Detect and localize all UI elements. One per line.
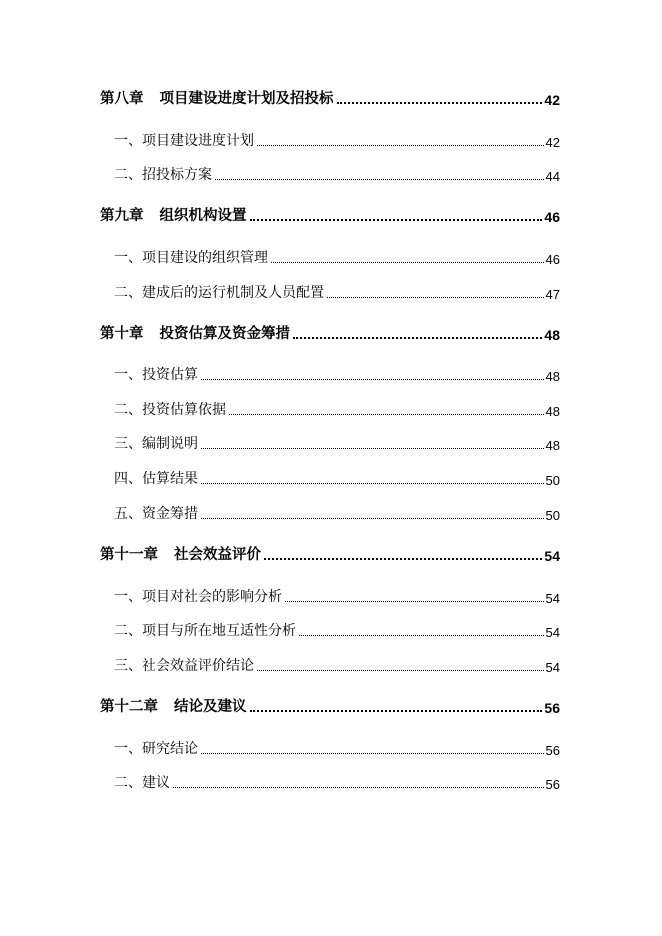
toc-section[interactable]	[114, 397, 560, 419]
toc-section[interactable]	[114, 245, 560, 267]
toc-entry-title	[100, 87, 334, 108]
section-title: 二、项目与所在地互适性分析	[114, 623, 296, 639]
page-number: 56	[545, 777, 560, 792]
toc-section[interactable]	[114, 466, 560, 488]
section-title: 一、投资估算	[114, 367, 198, 383]
dot-leader	[257, 670, 544, 671]
dot-leader	[264, 558, 542, 560]
page-number: 42	[545, 135, 560, 150]
page-number: 44	[545, 169, 560, 184]
page-number: 56	[544, 700, 560, 716]
toc-section[interactable]	[114, 362, 560, 384]
dot-leader	[285, 601, 544, 602]
chapter-number: 第八章	[100, 91, 144, 107]
toc-chapter-11[interactable]	[100, 542, 560, 564]
toc-section[interactable]	[114, 501, 560, 523]
dot-leader	[257, 145, 544, 146]
dot-leader	[337, 102, 543, 104]
toc-section[interactable]	[114, 280, 560, 302]
toc-section[interactable]	[114, 770, 560, 792]
toc-chapter-12[interactable]	[100, 694, 560, 716]
page-number: 54	[545, 591, 560, 606]
section-title: 五、资金筹措	[114, 506, 198, 522]
chapter-number: 第十一章	[100, 547, 158, 563]
chapter-title: 组织机构设置	[159, 208, 247, 224]
section-title: 二、建成后的运行机制及人员配置	[114, 285, 324, 301]
section-title: 一、项目建设的组织管理	[114, 250, 268, 266]
toc-section[interactable]	[114, 431, 560, 453]
toc-chapter-9[interactable]	[100, 203, 560, 225]
section-title: 二、建议	[114, 775, 170, 791]
dot-leader	[229, 414, 544, 415]
page-number: 47	[545, 287, 560, 302]
page-number: 48	[545, 369, 560, 384]
dot-leader	[201, 483, 544, 484]
toc-section[interactable]	[114, 162, 560, 184]
toc-section[interactable]	[114, 584, 560, 606]
page-number: 48	[545, 404, 560, 419]
page-number: 56	[545, 743, 560, 758]
section-title: 三、编制说明	[114, 436, 198, 452]
dot-leader	[173, 787, 544, 788]
page-number: 46	[545, 252, 560, 267]
chapter-number: 第十二章	[100, 699, 158, 715]
section-title: 三、社会效益评价结论	[114, 658, 254, 674]
dot-leader	[299, 635, 544, 636]
dot-leader	[201, 753, 544, 754]
dot-leader	[250, 219, 543, 221]
toc-section[interactable]	[114, 618, 560, 640]
toc-section[interactable]	[114, 653, 560, 675]
page-number: 42	[544, 92, 560, 108]
toc-chapter-8[interactable]	[100, 86, 560, 108]
chapter-title: 投资估算及资金筹措	[159, 326, 290, 342]
page-number: 54	[545, 660, 560, 675]
page-number: 48	[544, 327, 560, 343]
toc-entry-title	[100, 695, 247, 716]
dot-leader	[271, 262, 544, 263]
page-number: 50	[545, 508, 560, 523]
toc-entry-title	[100, 543, 261, 564]
page-number: 54	[544, 548, 560, 564]
toc-section[interactable]	[114, 128, 560, 150]
chapter-title: 社会效益评价	[174, 547, 261, 563]
section-title: 一、研究结论	[114, 741, 198, 757]
toc-section[interactable]	[114, 736, 560, 758]
page-number: 46	[544, 209, 560, 225]
dot-leader	[201, 448, 544, 449]
toc-chapter-10[interactable]	[100, 321, 560, 343]
page-number: 50	[545, 473, 560, 488]
toc-entry-title	[100, 322, 290, 343]
dot-leader	[201, 518, 544, 519]
section-title: 一、项目建设进度计划	[114, 133, 254, 149]
chapter-title: 项目建设进度计划及招投标	[159, 91, 334, 107]
dot-leader	[293, 337, 542, 339]
chapter-number: 第十章	[100, 326, 144, 342]
toc-entry-title	[100, 204, 247, 225]
section-title: 四、估算结果	[114, 471, 198, 487]
page-number: 48	[545, 438, 560, 453]
dot-leader	[215, 179, 544, 180]
section-title: 一、项目对社会的影响分析	[114, 589, 282, 605]
chapter-title: 结论及建议	[174, 699, 247, 715]
dot-leader	[250, 710, 543, 712]
chapter-number: 第九章	[100, 208, 144, 224]
page-number: 54	[545, 625, 560, 640]
dot-leader	[327, 297, 544, 298]
section-title: 二、投资估算依据	[114, 402, 226, 418]
section-title: 二、招投标方案	[114, 167, 212, 183]
dot-leader	[201, 379, 544, 380]
